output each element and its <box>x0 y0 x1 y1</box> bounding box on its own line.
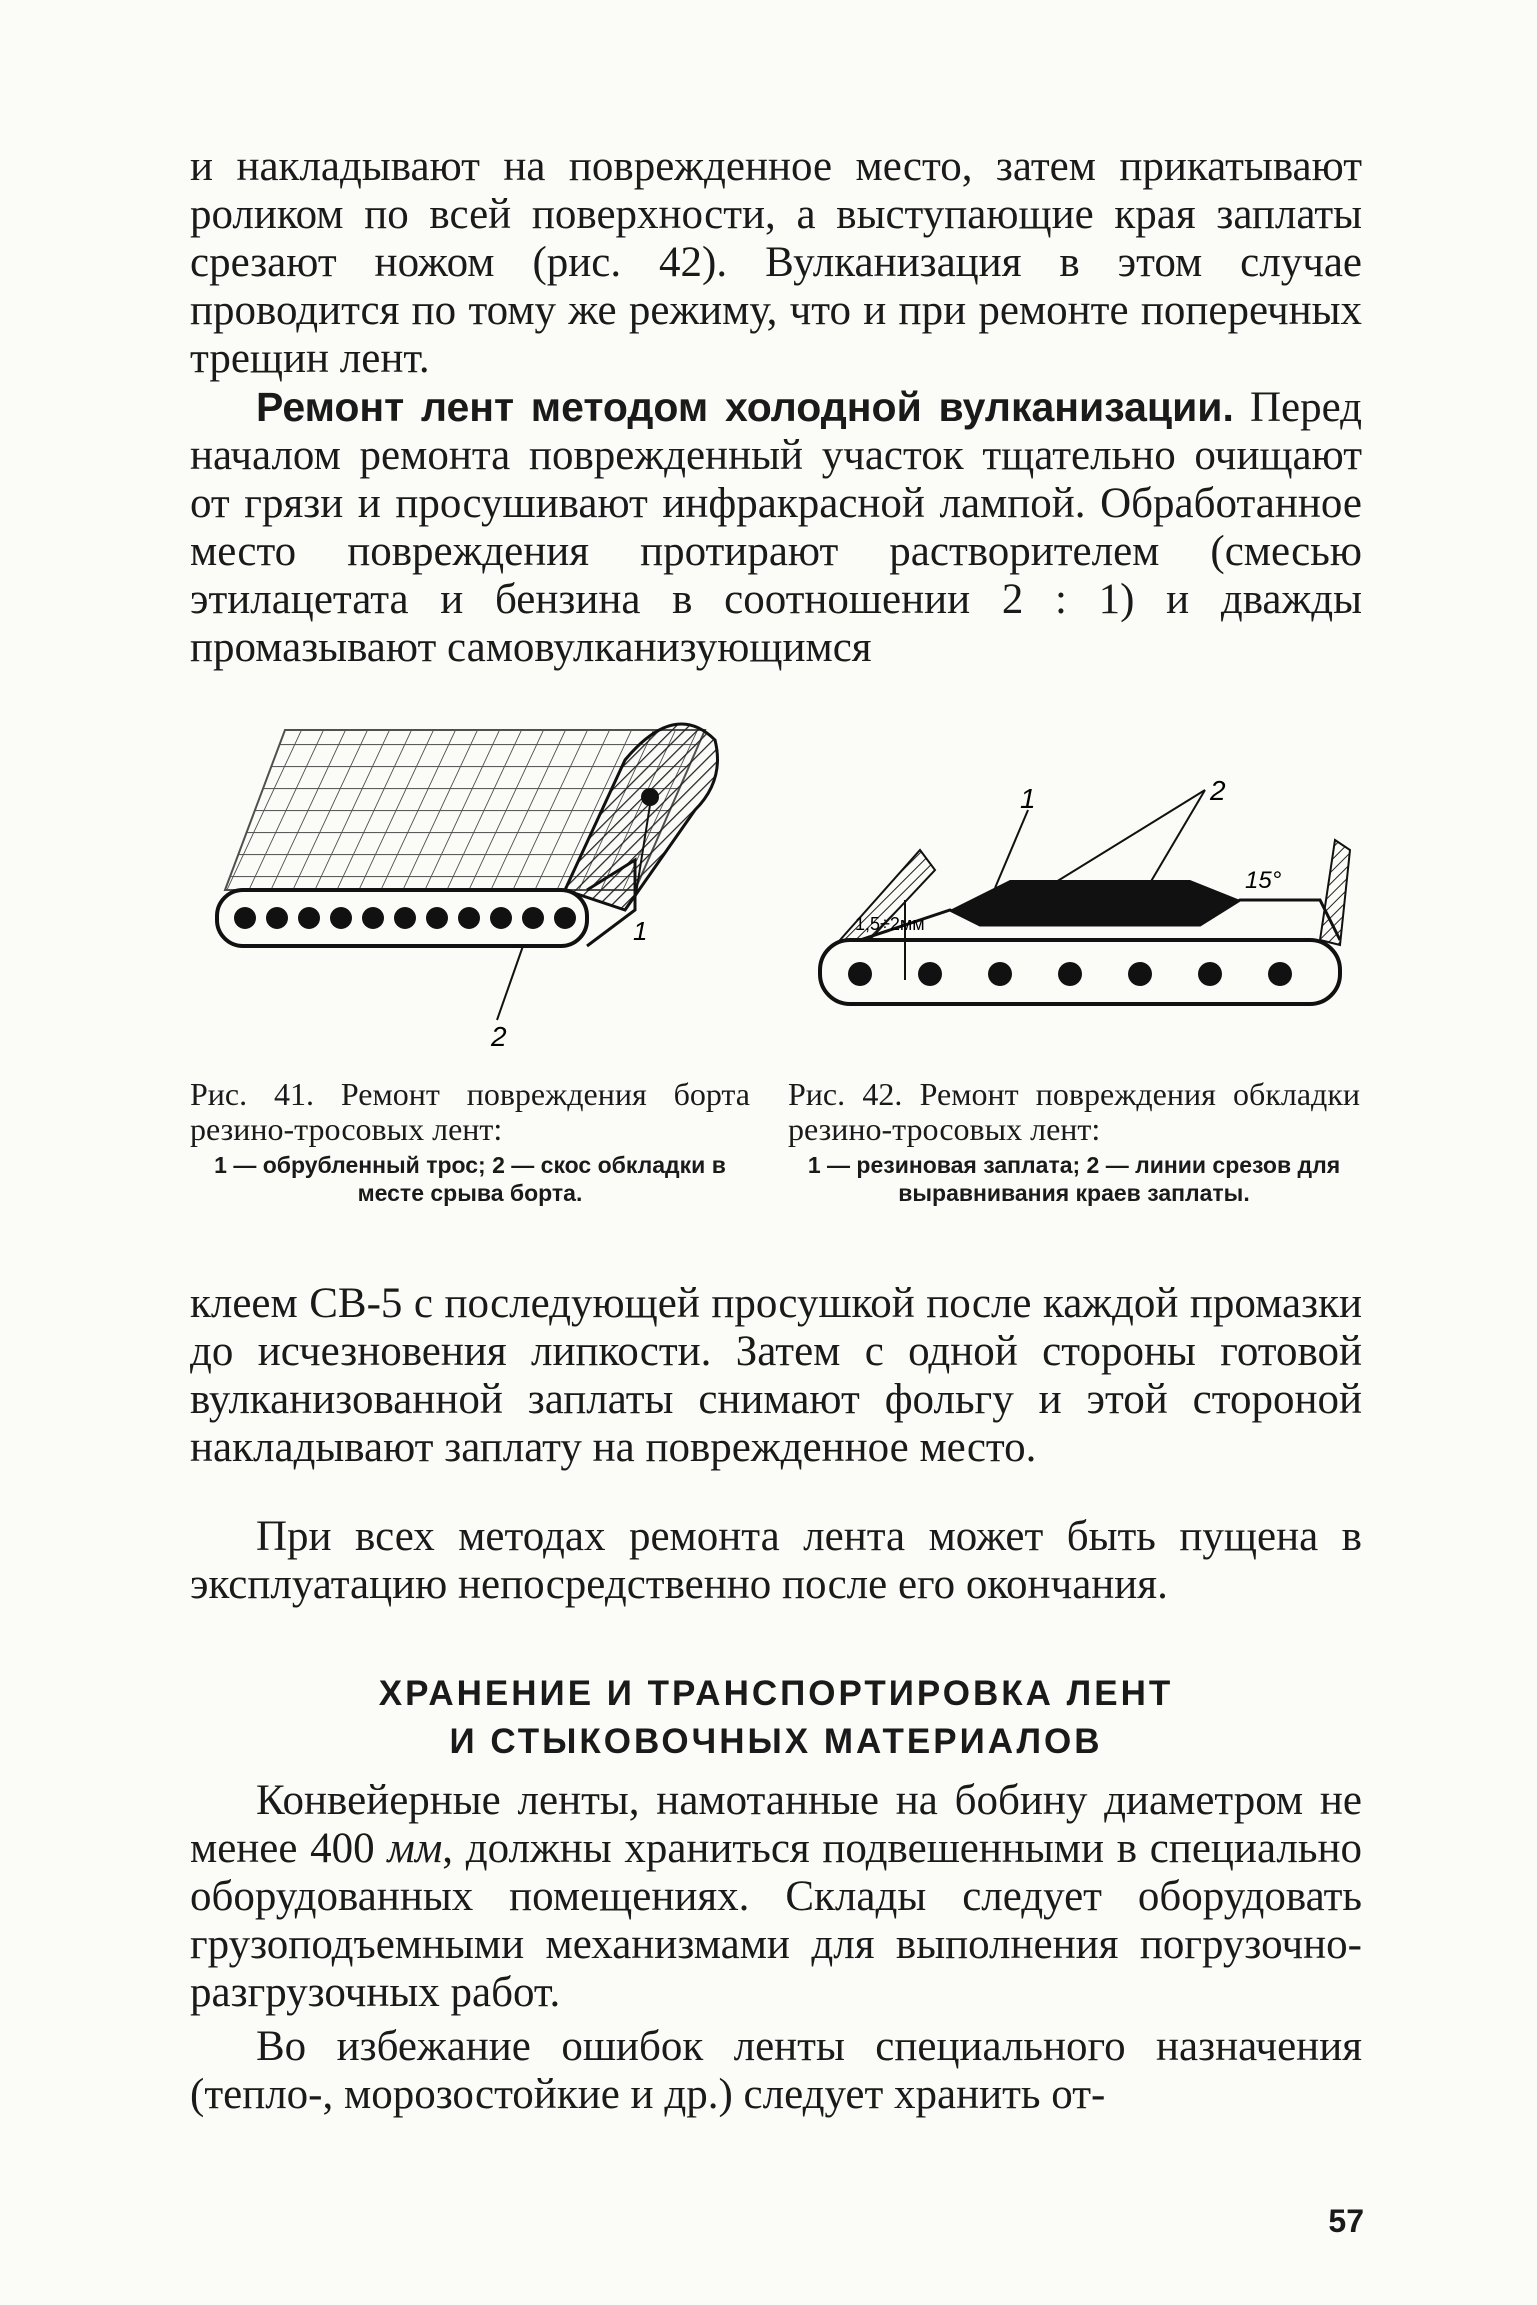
paragraph-5-start: Конвейерные ленты, намотанные на бобину диаметром не менее 400 <box>190 1777 1362 1872</box>
paragraph-6 <box>190 2023 1362 2119</box>
paragraph-6-text: Во избежание ошибок ленты специального назначения (тепло-, морозостойкие и др.) следует хранить от- <box>190 2023 1362 2118</box>
fig42-angle-label: 15° <box>1245 867 1282 894</box>
figure-41 <box>205 700 765 1050</box>
fig42-caption <box>788 1077 1360 1207</box>
paragraph-1-text: и накладывают на поврежденное место, затем прикатывают роликом по всей поверхности, а выступающие края заплаты срезают ножом (рис. 42). Вулканизация в этом случае проводится по тому же режиму, что и при ремонте поперечных трещин лент. <box>190 143 1362 382</box>
paragraph-2-lead: Ремонт лент методом холодной вулканизации. <box>256 384 1234 430</box>
section-heading-line-2: И СТЫКОВОЧНЫХ МАТЕРИАЛОВ <box>449 1722 1103 1761</box>
fig41-caption-legend: 1 — обрубленный трос; 2 — скос обкладки в месте срыва борта. <box>214 1152 726 1206</box>
paragraph-5 <box>190 1777 1362 2017</box>
paragraph-5-end: , должны храниться подвешенными в специально оборудованных помещениях. Склады следует оборудовать грузоподъемными механизмами для выполнения погрузочно-разгрузочных работ. <box>190 1825 1362 2016</box>
fig41-caption <box>190 1077 750 1207</box>
paragraph-2 <box>190 383 1362 672</box>
section-heading <box>190 1670 1362 1766</box>
fig42-caption-title: Рис. 42. Ремонт повреждения обкладки резино-тросовых лент: <box>788 1076 1360 1147</box>
paragraph-3-text: клеем СВ-5 с последующей просушкой после каждой промазки до исчезновения липкости. Затем с одной стороны готовой вулканизованной заплаты снимают фольгу и этой стороной накладывают заплату на поврежденное место. <box>190 1280 1362 1471</box>
fig42-thickness-label: 1,5÷2мм <box>855 914 925 934</box>
page-number: 57 <box>1328 2203 1364 2239</box>
paragraph-5-unit: мм <box>387 1825 443 1872</box>
paragraph-3 <box>190 1280 1362 1472</box>
fig41-caption-title: Рис. 41. Ремонт повреждения борта резино-тросовых лент: <box>190 1076 750 1147</box>
section-heading-line-1: ХРАНЕНИЕ И ТРАНСПОРТИРОВКА ЛЕНТ <box>378 1674 1174 1713</box>
paragraph-4 <box>190 1513 1362 1609</box>
paragraph-1 <box>190 143 1362 383</box>
fig41-label-2: 2 <box>491 1021 507 1050</box>
paragraph-4-text: При всех методах ремонта лента может быть пущена в эксплуатацию непосредственно после его окончания. <box>190 1513 1362 1608</box>
fig42-caption-legend: 1 — резиновая заплата; 2 — линии срезов для выравнивания краев заплаты. <box>807 1152 1341 1206</box>
figure-42 <box>800 780 1360 1030</box>
fig41-label-1: 1 <box>633 916 648 946</box>
paragraph-2-body: Перед началом ремонта поврежденный участок тщательно очищают от грязи и просушивают инфракрасной лампой. Обработанное место повреждения протирают растворителем (смесью этилацетата и бензина в соотношении 2 : 1) и дважды промазывают самовулканизующимся <box>190 384 1362 671</box>
fig42-label-1: 1 <box>1020 783 1036 814</box>
fig42-label-2: 2 <box>1210 780 1226 806</box>
